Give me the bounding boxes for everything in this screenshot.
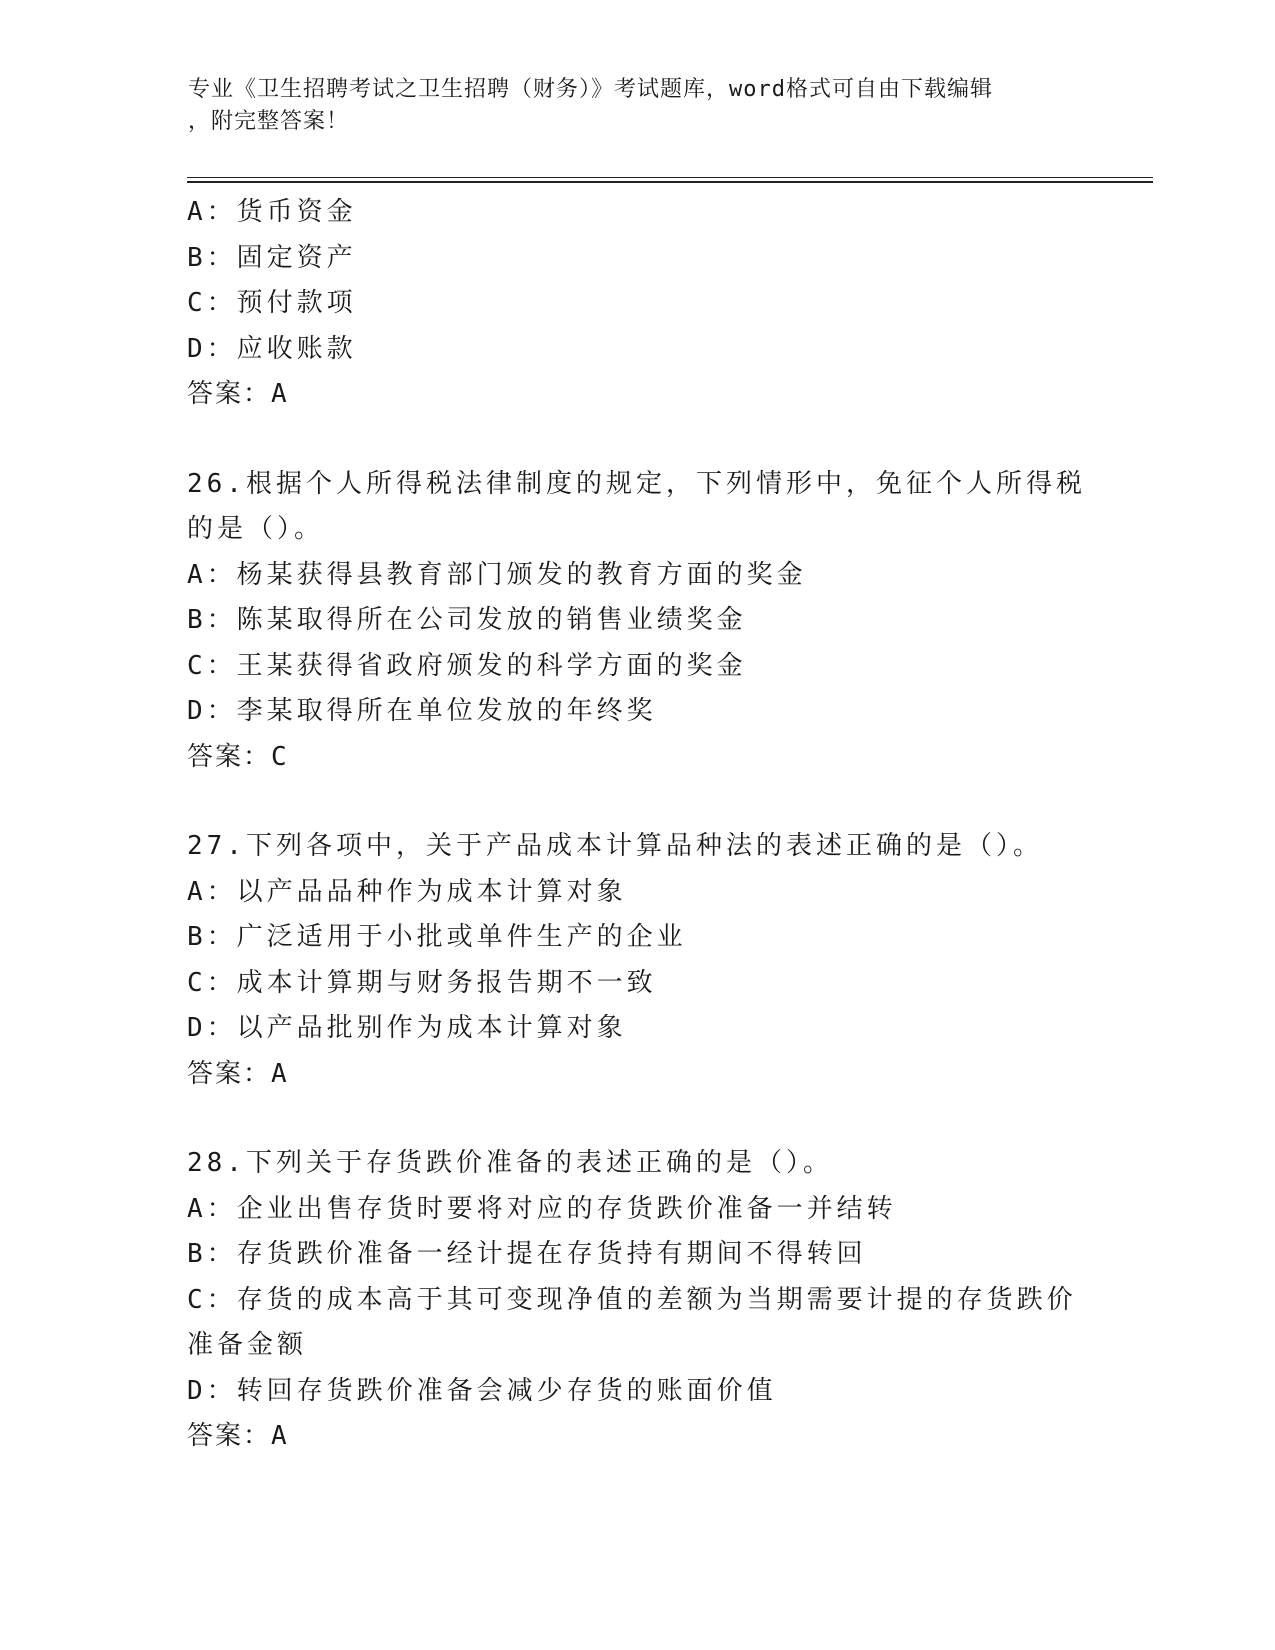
answer-label: 答案：C [187, 741, 289, 772]
question-block-25 [187, 190, 1087, 418]
option-d: D：以产品批别作为成本计算对象 [187, 1013, 627, 1043]
option-b: B：广泛适用于小批或单件生产的企业 [187, 922, 687, 952]
question-block-28 [187, 1141, 1087, 1460]
option-a: A：企业出售存货时要将对应的存货跌价准备一并结转 [187, 1193, 897, 1224]
option-b: B：陈某取得所在公司发放的销售业绩奖金 [187, 605, 747, 635]
option-c: C：成本计算期与财务报告期不一致 [187, 967, 657, 998]
option-c: C：王某获得省政府颁发的科学方面的奖金 [187, 650, 747, 681]
question-stem: 28.下列关于存货跌价准备的表述正确的是（）。 [187, 1148, 833, 1178]
option-a: A：货币资金 [187, 197, 357, 227]
question-stem: 27.下列各项中，关于产品成本计算品种法的表述正确的是（）。 [187, 831, 1043, 861]
option-a: A：杨某获得县教育部门颁发的教育方面的奖金 [187, 559, 807, 590]
header-divider-thin [187, 177, 1153, 178]
option-b: B：存货跌价准备一经计提在存货持有期间不得转回 [187, 1239, 867, 1269]
header-divider-thick [187, 181, 1153, 183]
option-d: D：转回存货跌价准备会减少存货的账面价值 [187, 1375, 777, 1406]
option-a: A：以产品品种作为成本计算对象 [187, 876, 627, 907]
header-title-line-1: 专业《卫生招聘考试之卫生招聘（财务）》考试题库，word格式可自由下载编辑 [188, 77, 993, 102]
document-header [188, 74, 1068, 138]
answer-label: 答案：A [187, 1421, 289, 1451]
option-c: C：预付款项 [187, 288, 357, 318]
question-block-27 [187, 824, 1087, 1097]
question-list [187, 190, 1087, 1460]
option-d: D：应收账款 [187, 333, 357, 364]
option-d: D：李某取得所在单位发放的年终奖 [187, 696, 657, 726]
header-title-line-2: ，附完整答案！ [188, 109, 350, 134]
question-block-26 [187, 462, 1087, 781]
answer-label: 答案：A [187, 1058, 289, 1089]
option-c: C：存货的成本高于其可变现净值的差额为当期需要计提的存货跌价准备金额 [187, 1284, 1077, 1360]
answer-label: 答案：A [187, 379, 289, 409]
question-stem: 26.根据个人所得税法律制度的规定，下列情形中，免征个人所得税的是（）。 [187, 468, 1086, 544]
option-b: B：固定资产 [187, 242, 357, 273]
